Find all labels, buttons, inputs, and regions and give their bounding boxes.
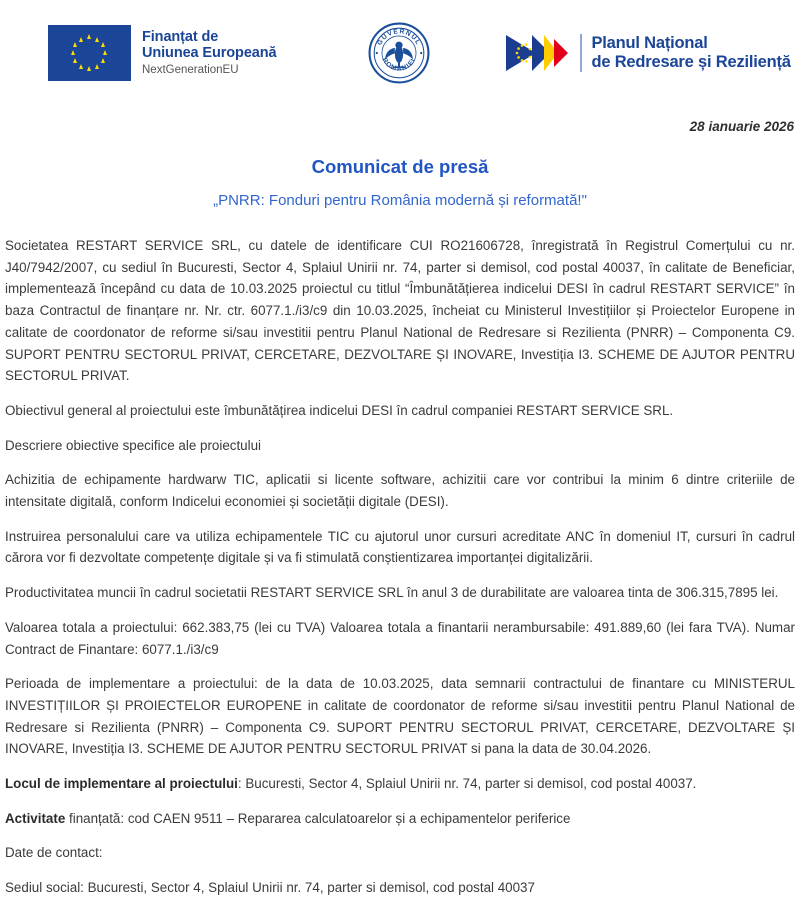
paragraph-value: Valoarea totala a proiectului: 662.383,75 (lei cu TVA) Valoarea totala a finantarii nerambursabile: 491.889,60 (lei fara TVA). Numar Contract de Finantare: 6077.1./i3/c9 [5, 619, 795, 657]
eu-star-icon [73, 42, 77, 47]
eu-star-icon [103, 50, 107, 55]
location-value: : Bucuresti, Sector 4, Splaiul Unirii nr. 74, parter si demisol, cod postal 40037. [237, 776, 697, 792]
eu-star-icon [79, 64, 83, 69]
page-subtitle: „PNRR: Fonduri pentru România modernă și reformată!" [213, 192, 587, 209]
eu-flag-icon [48, 25, 131, 81]
activity-label: Activitate [5, 810, 66, 826]
pnrr-logo-text [591, 34, 790, 73]
pnrr-divider [580, 34, 582, 72]
eu-star-icon [71, 50, 75, 55]
eu-star-icon [101, 58, 105, 63]
eu-logo-text [142, 29, 276, 77]
seal-top-text: GUVERNUL [376, 28, 423, 47]
eu-logo-line1: Finanțat de [142, 28, 219, 45]
document-date: 28 ianuarie 2026 [689, 119, 794, 134]
page-title: Comunicat de presă [311, 156, 489, 177]
seal-bottom-text: ROMÂNIEI [381, 56, 418, 73]
paragraph-activity [5, 808, 795, 830]
document-body [0, 235, 800, 899]
pnrr-logo-line1: Planul Național [591, 33, 708, 52]
eu-funded-logo [48, 25, 276, 81]
eu-logo-line3: NextGenerationEU [142, 64, 239, 77]
eu-star-icon [95, 37, 99, 42]
contact-heading: Date de contact: [5, 845, 103, 861]
paragraph-training: Instruirea personalului care va utiliza echipamentele TIC cu ajutorul unor cursuri acreditate ANC în domeniul IT, cursuri în cadrul cărora vor fi dezvoltate competențe digitale și va fi stimulată conștientizarea importanței digitalizării. [5, 528, 795, 566]
contact-address: Sediul social: Bucuresti, Sector 4, Splaiul Unirii nr. 74, parter si demisol, cod postal 40037 [5, 880, 535, 896]
pnrr-logo [506, 33, 790, 73]
paragraph-intro: Societatea RESTART SERVICE SRL, cu datele de identificare CUI RO21606728, înregistrată în Registrul Comerțului cu nr. J40/7942/2007, cu sediul în Bucuresti, Sector 4, Splaiul Unirii nr. 74, parter si demisol, cod postal 40037, în calitate de Beneficiar, implementează începând cu data de 10.03.2025 proiectul cu titlul “Îmbunătățierea indicelui DESI în cadrul RESTART SERVICE” în baza Contractul de finanțare nr. Nr. ctr. 6077.1./i3/c9 din 10.03.2025, încheiat cu Ministerul Investițiilor și Proiectelor Europene in calitate de coordonator de reforme si/sau investitii pentru Planul National de Redresare si Rezilienta (PNRR) – Componenta C9. SUPORT PENTRU SECTORUL PRIVAT, CERCETARE, DEZVOLTARE ȘI INOVARE, Investiția I3. SCHEME DE AJUTOR PENTRU SECTORUL PRIVAT. [5, 238, 795, 384]
eu-logo-line2: Uniunea Europeană [142, 45, 277, 62]
eu-star-icon [101, 42, 105, 47]
pnrr-arrows-icon [506, 33, 574, 73]
paragraph-productivity: Productivitatea muncii în cadrul societatii RESTART SERVICE SRL în anul 3 de durabilitate are valoarea tinta de 306.315,7895 lei. [5, 585, 779, 601]
eu-star-icon [87, 34, 91, 39]
paragraph-period: Perioada de implementare a proiectului: de la data de 10.03.2025, data semnarii contractului de finantare cu MINISTERUL INVESTIȚIILOR ȘI PROIECTELOR EUROPENE in calitate de coordonator de reforme si/sau investitii pentru Planul National de Redresare si Rezilienta (PNRR) – Componenta C9. SUPORT PENTRU SECTORUL PRIVAT, CERCETARE, DEZVOLTARE ȘI INOVARE, Investiția I3. SCHEME DE AJUTOR PENTRU SECTORUL PRIVAT si pana la data de 30.04.2026. [5, 676, 795, 757]
logo-bar [0, 0, 800, 92]
eu-star-icon [79, 37, 83, 42]
paragraph-acquisition: Achizitia de echipamente hardwarw TIC, aplicatii si licente software, achizitii care vor contribui la minim 6 dintre criteriile de intensitate digitală, conform Indicelui economiei și societății digitale (DESI). [5, 472, 795, 510]
eu-star-icon [95, 64, 99, 69]
pnrr-logo-line2: de Redresare și Reziliență [591, 53, 791, 71]
activity-value: finanțată: cod CAEN 9511 – Repararea calculatoarelor și a echipamentelor periferice [65, 810, 571, 826]
eu-star-icon [87, 66, 91, 71]
paragraph-objective: Obiectivul general al proiectului este îmbunătățirea indicelui DESI în cadrul companiei RESTART SERVICE SRL. [5, 402, 674, 418]
paragraph-heading-specific: Descriere obiective specifice ale proiectului [5, 437, 262, 453]
location-label: Locul de implementare al proiectului [5, 776, 238, 792]
eu-star-icon [73, 58, 77, 63]
paragraph-location [5, 773, 795, 795]
romanian-government-seal-icon [368, 22, 430, 84]
